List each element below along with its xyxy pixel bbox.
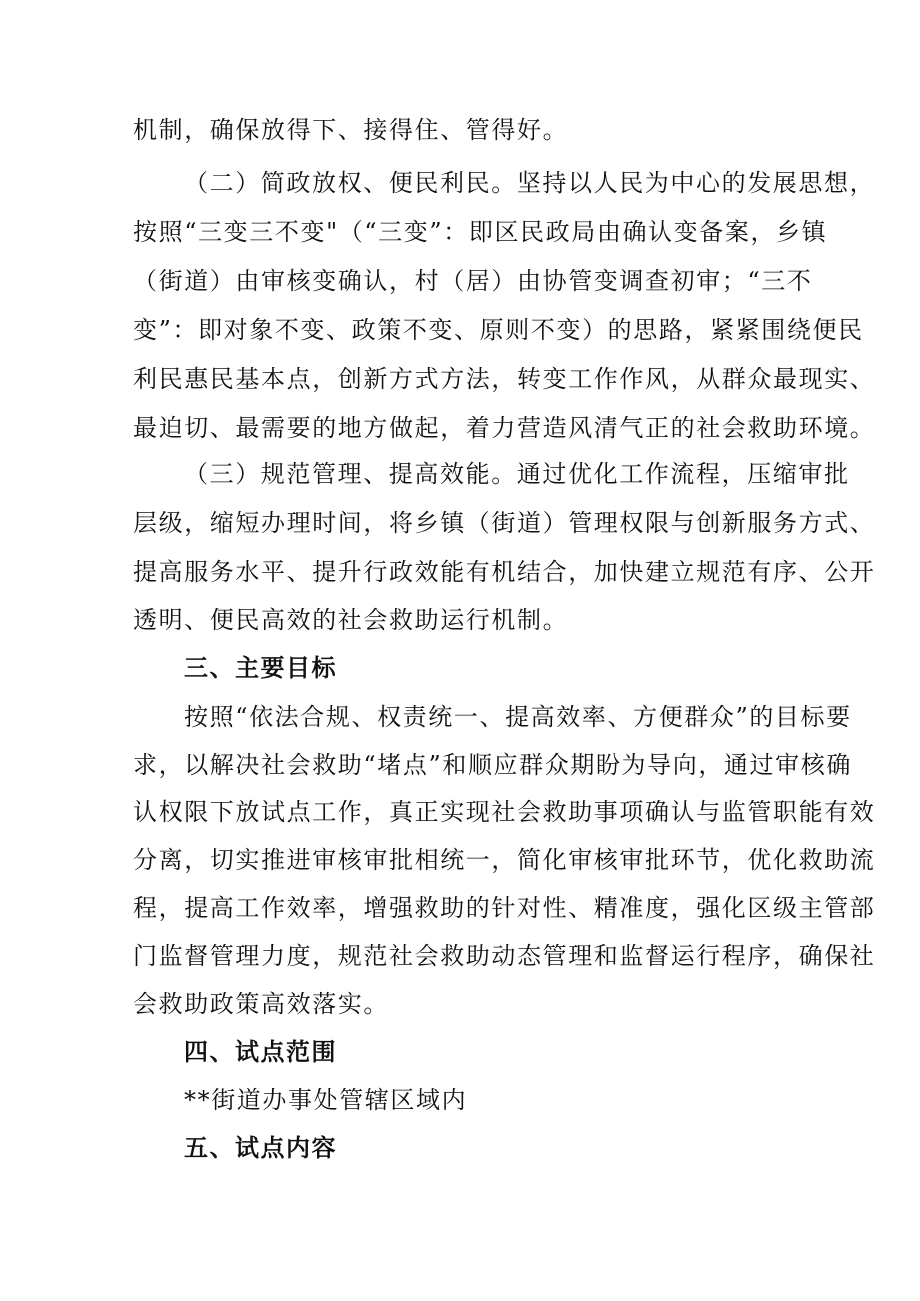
paragraph-line: 利民惠民基本点，创新方式方法，转变工作作风，从群众最现实、 xyxy=(133,365,876,393)
section-heading: 五、试点内容 xyxy=(184,1134,337,1162)
section-heading: 三、主要目标 xyxy=(184,654,337,682)
paragraph-line: 层级，缩短办理时间，将乡镇（街道）管理权限与创新服务方式、 xyxy=(133,509,876,537)
paragraph-line: 按照“依法合规、权责统一、提高效率、方便群众”的目标要 xyxy=(184,703,852,731)
paragraph-line: 按照“三变三不变"（“三变”：即区民政局由确认变备案，乡镇 xyxy=(133,218,828,246)
paragraph-line: （二）简政放权、便民利民。坚持以人民为中心的发展思想， xyxy=(184,169,876,197)
paragraph-line: 求，以解决社会救助“堵点”和顺应群众期盼为导向，通过审核确 xyxy=(133,751,852,779)
paragraph-line: （三）规范管理、提高效能。通过优化工作流程，压缩审批 xyxy=(184,460,850,488)
paragraph-line: 机制，确保放得下、接得住、管得好。 xyxy=(133,116,569,144)
paragraph-line: （街道）由审核变确认，村（居）由协管变调查初审；“三不 xyxy=(133,267,813,295)
paragraph-line: 会救助政策高效落实。 xyxy=(133,990,389,1018)
section-heading: 四、试点范围 xyxy=(184,1038,337,1066)
paragraph-line: 程，提高工作效率，增强救助的针对性、精准度，强化区级主管部 xyxy=(133,894,876,922)
paragraph-line: 最迫切、最需要的地方做起，着力营造风清气正的社会救助环境。 xyxy=(133,414,876,442)
paragraph-line: 透明、便民高效的社会救助运行机制。 xyxy=(133,606,569,634)
paragraph-line: 门监督管理力度，规范社会救助动态管理和监督运行程序，确保社 xyxy=(133,942,876,970)
paragraph-line: 提高服务水平、提升行政效能有机结合，加快建立规范有序、公开 xyxy=(133,558,876,586)
paragraph-line: 分离，切实推进审核审批相统一，简化审核审批环节，优化救助流 xyxy=(133,846,876,874)
paragraph-line: **街道办事处管辖区域内 xyxy=(184,1086,468,1114)
paragraph-line: 认权限下放试点工作，真正实现社会救助事项确认与监管职能有效 xyxy=(133,798,876,826)
paragraph-line: 变”：即对象不变、政策不变、原则不变）的思路，紧紧围绕便民 xyxy=(133,316,864,344)
